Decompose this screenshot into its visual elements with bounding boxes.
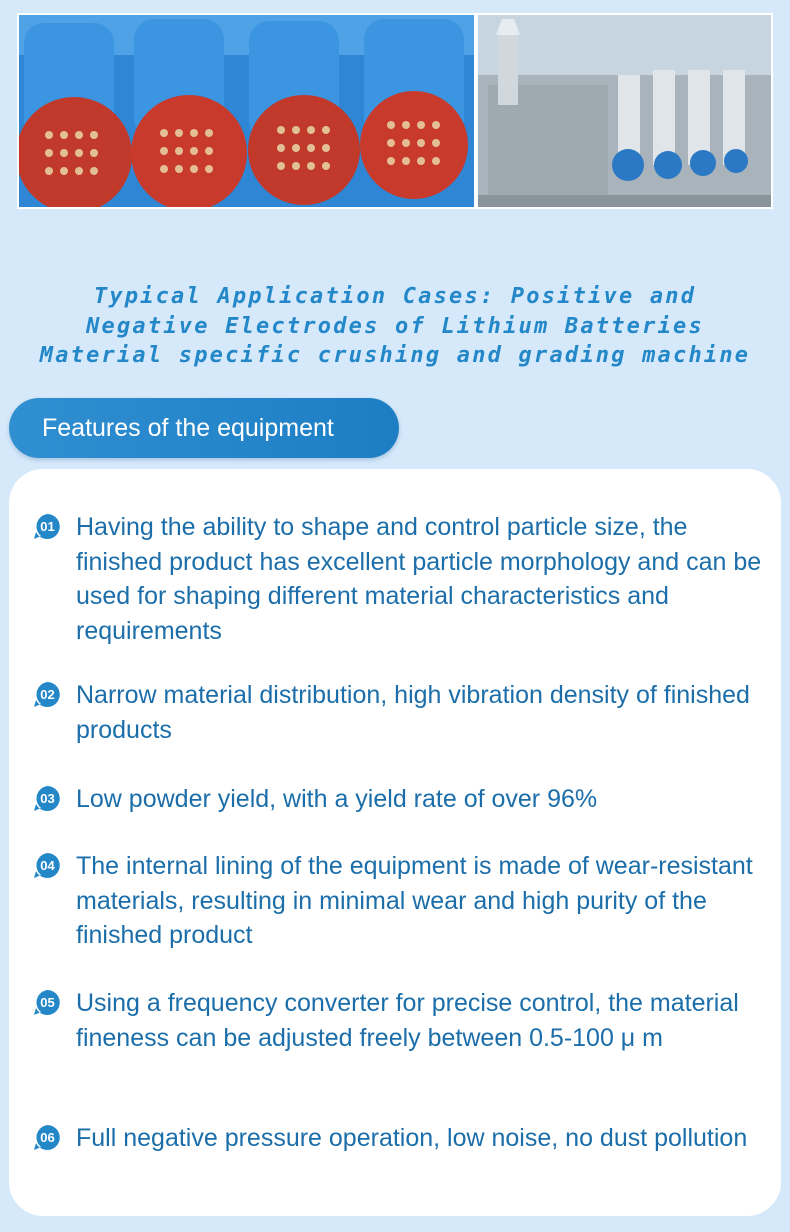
feature-number: 02 — [40, 687, 55, 702]
feature-text: Low powder yield, with a yield rate of over 96% — [76, 785, 598, 813]
application-title — [0, 282, 790, 371]
title-line-1: Typical Application Cases: Positive and — [93, 284, 697, 309]
feature-text: Using a frequency converter for precise control, the material fineness can be adjusted freely between 0.5-100 μ m — [76, 989, 739, 1052]
number-badge-icon — [33, 513, 62, 540]
number-badge-icon — [33, 681, 62, 708]
feature-number: 06 — [40, 1130, 55, 1145]
feature-text: Narrow material distribution, high vibration density of finished products — [76, 681, 750, 744]
features-section-label: Features of the equipment — [9, 398, 399, 458]
feature-text: The internal lining of the equipment is made of wear-resistant materials, resulting in minimal wear and high purity of the finished product — [76, 852, 753, 949]
number-badge-icon — [33, 1124, 62, 1151]
feature-number: 01 — [40, 519, 55, 534]
crusher-bodies-photo — [19, 15, 474, 207]
features-card — [9, 469, 781, 1216]
feature-number: 04 — [40, 858, 55, 873]
feature-text: Full negative pressure operation, low noise, no dust pollution — [76, 1124, 748, 1152]
feature-number: 05 — [40, 995, 55, 1010]
number-badge-icon — [33, 785, 62, 812]
number-badge-icon — [33, 989, 62, 1016]
title-line-2: Negative Electrodes of Lithium Batteries — [86, 313, 704, 339]
dust-collector-photo — [478, 15, 771, 207]
number-badge-icon — [33, 852, 62, 879]
feature-number: 03 — [40, 791, 55, 806]
feature-text: Having the ability to shape and control particle size, the finished product has excellent particle morphology and can be used for shaping different material characteristics and requirements — [76, 513, 762, 645]
title-line-3: Material specific crushing and grading machine — [39, 343, 751, 368]
product-photo-strip — [17, 13, 773, 209]
